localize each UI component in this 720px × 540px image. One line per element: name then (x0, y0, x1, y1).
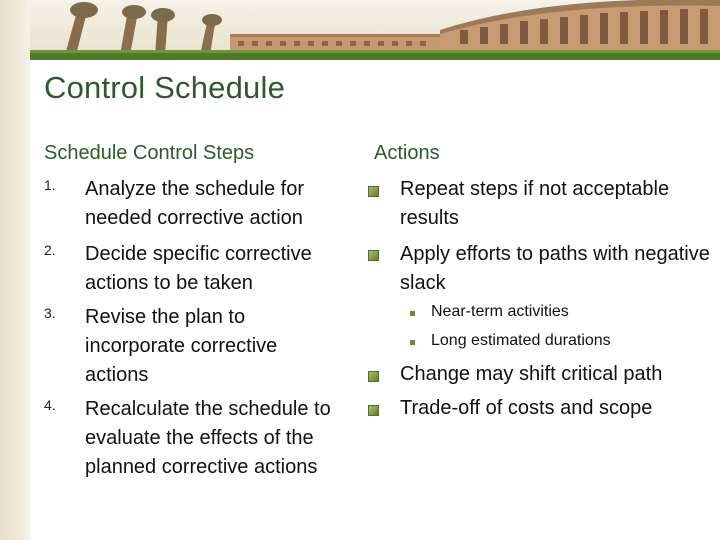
action-text: Change may shift critical path (400, 363, 663, 385)
actions-heading: Actions (374, 142, 440, 164)
sub-bullet-icon (410, 340, 415, 345)
square-bullet-icon (368, 405, 379, 416)
action-text: Trade-off of costs and scope (400, 397, 653, 419)
campus-photo (30, 0, 720, 60)
square-bullet-icon (368, 186, 379, 197)
step-text: Decide specific corrective actions to be taken (85, 243, 312, 294)
action-text: Apply efforts to paths with negative slack (400, 243, 710, 294)
steps-heading: Schedule Control Steps (44, 142, 255, 164)
sub-bullet-icon (410, 311, 415, 316)
step-number: 2. (44, 242, 56, 258)
header-banner-image (30, 0, 720, 60)
square-bullet-icon (368, 371, 379, 382)
step-number: 1. (44, 177, 56, 193)
action-text: Repeat steps if not acceptable results (400, 178, 670, 229)
left-decor-strip (0, 0, 30, 540)
step-number: 4. (44, 397, 56, 413)
step-text: Analyze the schedule for needed corrective action (85, 178, 305, 229)
step-number: 3. (44, 305, 56, 321)
square-bullet-icon (368, 250, 379, 261)
sub-action-text: Long estimated durations (431, 332, 611, 349)
step-text: Revise the plan to incorporate corrective actions (85, 306, 278, 386)
step-text: Recalculate the schedule to evaluate the effects of the planned corrective actions (85, 398, 331, 478)
slide-title: Control Schedule (44, 70, 286, 105)
sub-action-text: Near-term activities (431, 303, 569, 320)
